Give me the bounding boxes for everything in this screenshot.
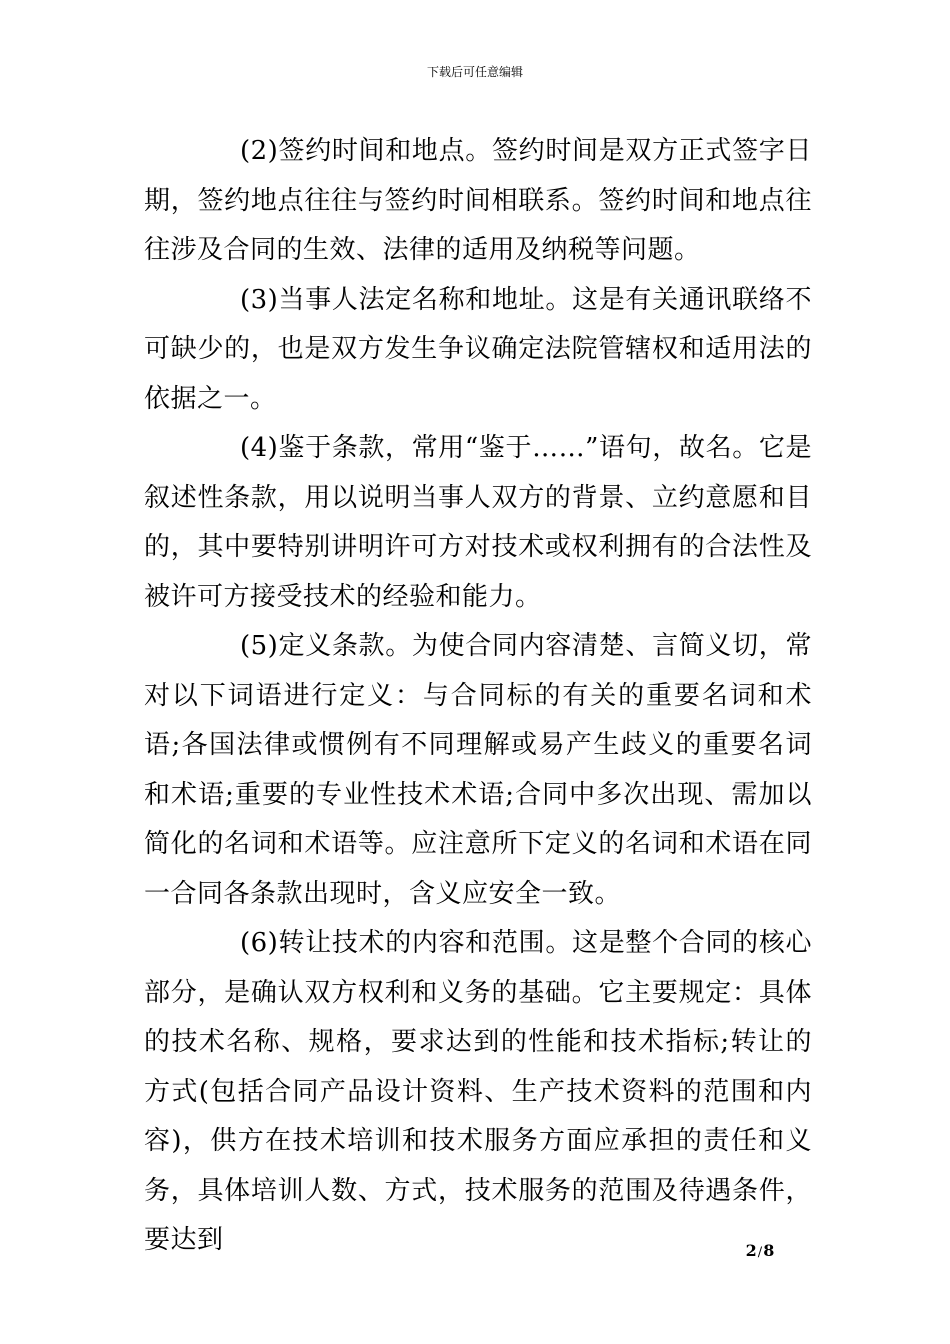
- current-page: 2: [745, 1241, 757, 1260]
- paragraph-party-names: (3)当事人法定名称和地址。这是有关通讯联络不可缺少的，也是双方发生争议确定法院管辖权和适用法的依据之一。: [144, 284, 812, 414]
- page-number: [700, 1241, 820, 1263]
- paragraph-definition-clause: (5)定义条款。为使合同内容清楚、言简义切，常对以下词语进行定义：与合同标的有关的重要名词和术语;各国法律或惯例有不同理解或易产生歧义的重要名词和术语;重要的专业性技术术语;合同中多次出现、需加以简化的名词和术语等。应注意所下定义的名词和术语在同一合同各条款出现时，含义应安全一致。: [144, 631, 812, 909]
- paragraph-signing-time-place: (2)签约时间和地点。签约时间是双方正式签字日期，签约地点往往与签约时间相联系。签约时间和地点往往涉及合同的生效、法律的适用及纳税等问题。: [144, 136, 812, 265]
- total-pages: 8: [763, 1241, 775, 1260]
- paragraph-transfer-scope: (6)转让技术的内容和范围。这是整个合同的核心部分，是确认双方权利和义务的基础。它主要规定：具体的技术名称、规格，要求达到的性能和技术指标;转让的方式(包括合同产品设计资料、生产技术资料的范围和内容)，供方在技术培训和技术服务方面应承担的责任和义务，具体培训人数、方式，技术服务的范围及待遇条件，要达到: [144, 928, 812, 1255]
- document-body: [144, 127, 812, 1266]
- paragraph-whereas-clause: (4)鉴于条款，常用“鉴于……”语句，故名。它是叙述性条款，用以说明当事人双方的背景、立约意愿和目的，其中要特别讲明许可方对技术或权利拥有的合法性及被许可方接受技术的经验和能力。: [144, 433, 812, 612]
- page-separator: /: [757, 1245, 763, 1260]
- page-header: 下载后可任意编辑: [426, 65, 523, 79]
